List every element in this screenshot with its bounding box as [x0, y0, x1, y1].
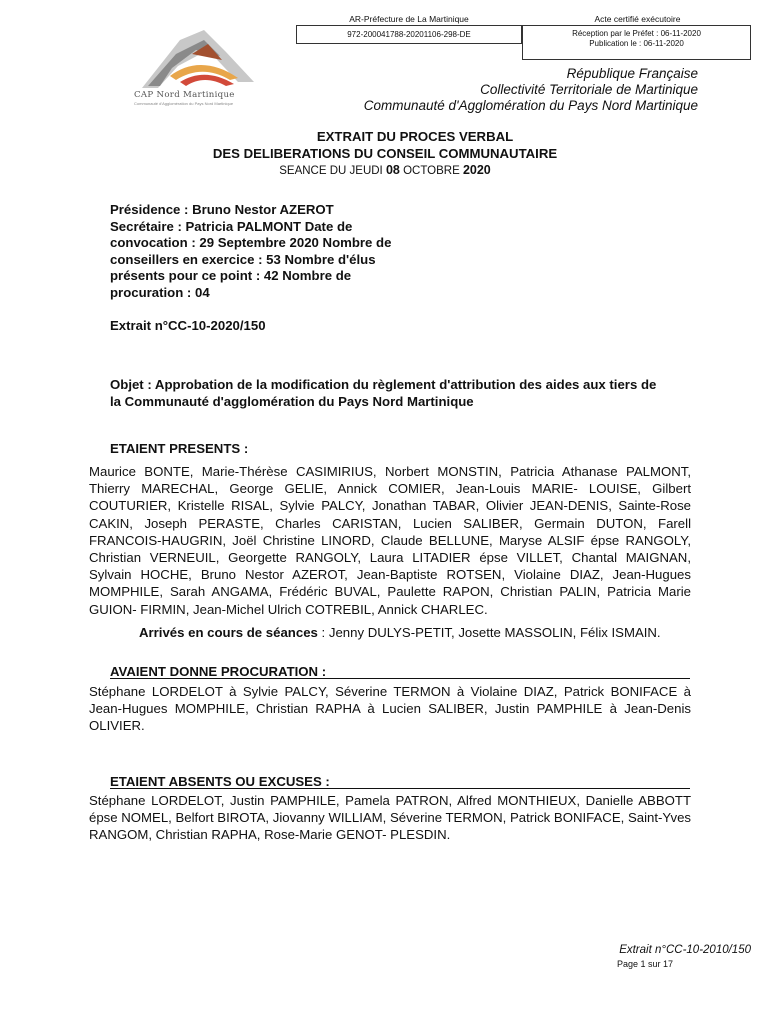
- absents-list: Stéphane LORDELOT, Justin PAMPHILE, Pamela PATRON, Alfred MONTHIEUX, Danielle ABBOTT épse NOMEL, Belfort BIROTA, Jiovanny WILLIAM, Séverine TERMON, Patrick BONIFACE, Saint-Yves RANGOM, Christian RAPHA, Rose-Marie GENOT- PLESDIN.: [89, 793, 691, 843]
- stamp-publication: Publication le : 06-11-2020: [589, 39, 684, 48]
- objet-text: Objet : Approbation de la modification du règlement d'attribution des aides aux tiers de la Communauté d'agglomération du Pays Nord Martinique: [110, 377, 657, 409]
- arrives-label: Arrivés en cours de séances: [139, 625, 318, 640]
- logo-mountain-icon: [134, 26, 258, 90]
- document-title-line1: EXTRAIT DU PROCES VERBAL: [316, 129, 514, 144]
- stamp-ref-number: 972-200041788-20201106-298-DE: [296, 25, 522, 44]
- stamp-dates: [522, 25, 751, 60]
- seance-year: 2020: [462, 163, 491, 177]
- stamp-right-header: Acte certifié exécutoire: [594, 14, 681, 24]
- procuration-heading: AVAIENT DONNE PROCURATION :: [110, 664, 327, 679]
- arrives-line: [139, 625, 661, 640]
- seance-date: [0, 163, 770, 177]
- extrait-number: Extrait n°CC-10-2020/150: [110, 318, 266, 333]
- seance-day: 08: [385, 163, 400, 177]
- procuration-list: Stéphane LORDELOT à Sylvie PALCY, Séverine TERMON à Violaine DIAZ, Patrick BONIFACE à Jean-Hugues MOMPHILE, Christian RAPHA à Lucien SALIBER, Justin PAMPHILE à Jean-Denis OLIVIER.: [89, 684, 691, 734]
- seance-month: OCTOBRE: [403, 165, 460, 177]
- presents-list: Maurice BONTE, Marie-Thérèse CASIMIRIUS, Norbert MONSTIN, Patricia Athanase PALMONT, Thierry MARECHAL, George GELIE, Annick COMIER, Jean-Louis MARIE- LOUISE, Gilbert COUTURIER, Kristelle RISAL, Sylvie PALCY, Jonathan TABAR, Olivier JEAN-DENIS, Sainte-Rose CAKIN, Joseph PERASTE, Charles CARISTAN, Lucien SALIBER, Germain DUTON, Farell FRANCOIS-HAUGRIN, Joël Christine LINORD, Claude BELLUNE, Maryse ALSIF épse RANGOLY, Christian VERNEUIL, Georgette RANGOLY, Laura LITADIER épse VILLET, Chantal MAIGNAN, Sylvain HOCHE, Bruno Nestor AZEROT, Jean-Baptiste ROTSEN, Violaine DIAZ, Jean-Hugues MOMPHILE, Sarah ANGAMA, Frédéric BUVAL, Paulette RAPON, Christian PALIN, Patricia Marie GUION- FIRMIN, Jean-Michel Ulrich COTREBIL, Annick CHARLEC.: [89, 464, 691, 617]
- presents-heading: ETAIENT PRESENTS :: [110, 441, 249, 456]
- header-communaute: Communauté d'Agglomération du Pays Nord Martinique: [363, 98, 698, 113]
- seance-prefix: SEANCE DU JEUDI: [279, 165, 383, 177]
- cap-nord-logo: [134, 26, 258, 108]
- page-number: Page 1 sur 17: [617, 959, 674, 969]
- logo-name: CAP Nord Martinique: [134, 90, 235, 100]
- header-collectivite: Collectivité Territoriale de Martinique: [480, 82, 698, 97]
- header-republique: République Française: [566, 66, 698, 81]
- prefecture-stamp: [296, 14, 751, 60]
- presidence-block: Présidence : Bruno Nestor AZEROT Secrétaire : Patricia PALMONT Date de convocation : 29 Septembre 2020 Nombre de conseillers en exercice : 53 Nombre d'élus présents pour ce point : 42 Nombre de procuration : 04: [110, 202, 392, 300]
- stamp-reception: Réception par le Préfet : 06-11-2020: [572, 29, 701, 38]
- document-title-line2: DES DELIBERATIONS DU CONSEIL COMMUNAUTAIRE: [212, 146, 558, 161]
- stamp-left-header: AR-Préfecture de La Martinique: [349, 14, 469, 24]
- footer-ref: Extrait n°CC-10-2010/150: [619, 944, 751, 956]
- logo-tagline: Communauté d'Agglomération du Pays Nord Martinique: [134, 101, 234, 106]
- arrives-names: : Jenny DULYS-PETIT, Josette MASSOLIN, Félix ISMAIN.: [317, 625, 661, 640]
- absents-heading: ETAIENT ABSENTS OU EXCUSES :: [110, 774, 330, 789]
